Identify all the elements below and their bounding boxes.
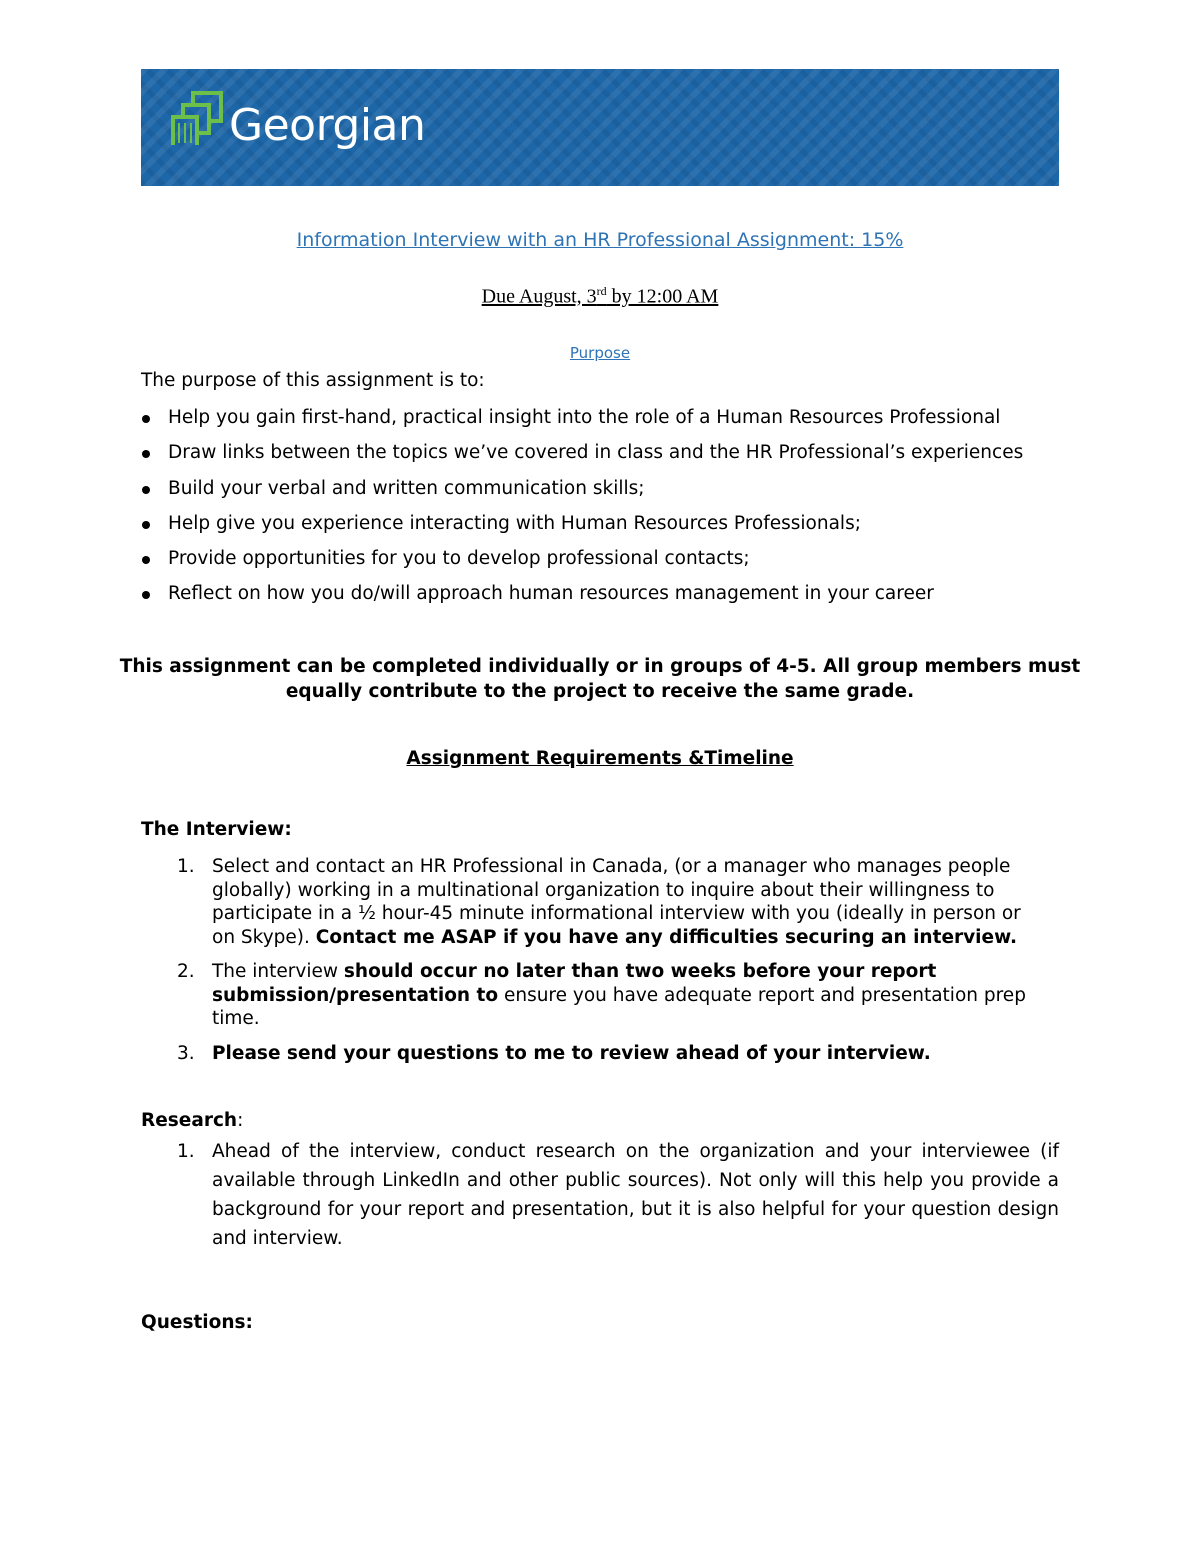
group-note: This assignment can be completed individually or in groups of 4-5. All group members must equally contribute to the project to receive the same grade. xyxy=(119,656,1081,702)
interview-heading: The Interview: xyxy=(141,819,292,840)
list-item: Draw links between the topics we’ve covered in class and the HR Professional’s experiences xyxy=(141,438,1023,473)
list-item: Reflect on how you do/will approach human resources management in your career xyxy=(141,579,1023,614)
list-item: 1. Ahead of the interview, conduct research on the organization and your interviewee (if available through LinkedIn and other public sources). Not only will this help you provide a background for your report and presentation, but it is also helpful for your question design and interview. xyxy=(177,1141,1059,1249)
list-item: Build your verbal and written communication skills; xyxy=(141,474,1023,509)
header-banner xyxy=(141,69,1059,186)
requirements-heading: Assignment Requirements &Timeline xyxy=(406,748,794,769)
questions-heading: Questions: xyxy=(141,1312,253,1333)
list-item: Help give you experience interacting with Human Resources Professionals; xyxy=(141,509,1023,544)
list-item: 1. Select and contact an HR Professional in Canada, (or a manager who manages people globally) working in a multinational organization to inquire about their willingness to participate in a ½ hour-45 minute informational interview with you (ideally in person or on Skype). Contact me ASAP if you have any difficulties securing an interview. xyxy=(177,856,1021,948)
purpose-heading: Purpose xyxy=(569,344,631,362)
logo-wordmark: Georgian xyxy=(229,100,426,151)
list-item: 3. Please send your questions to me to review ahead of your interview. xyxy=(177,1042,931,1064)
purpose-intro: The purpose of this assignment is to: xyxy=(141,370,485,391)
georgian-logo-icon xyxy=(163,89,225,147)
list-item: Help you gain first-hand, practical insight into the role of a Human Resources Professional xyxy=(141,403,1023,438)
list-item: 2. The interview should occur no later than two weeks before your report submission/presentation to ensure you have adequate report and presentation prep time. xyxy=(177,961,1026,1029)
research-list xyxy=(141,1137,1059,1253)
list-item: Provide opportunities for you to develop professional contacts; xyxy=(141,544,1023,579)
interview-list xyxy=(141,855,1059,1065)
due-date: Due August, 3rd by 12:00 AM xyxy=(481,284,719,308)
purpose-bullet-list xyxy=(141,403,1023,615)
assignment-title: Information Interview with an HR Professional Assignment: 15% xyxy=(296,229,904,251)
research-heading: Research: xyxy=(141,1110,244,1131)
